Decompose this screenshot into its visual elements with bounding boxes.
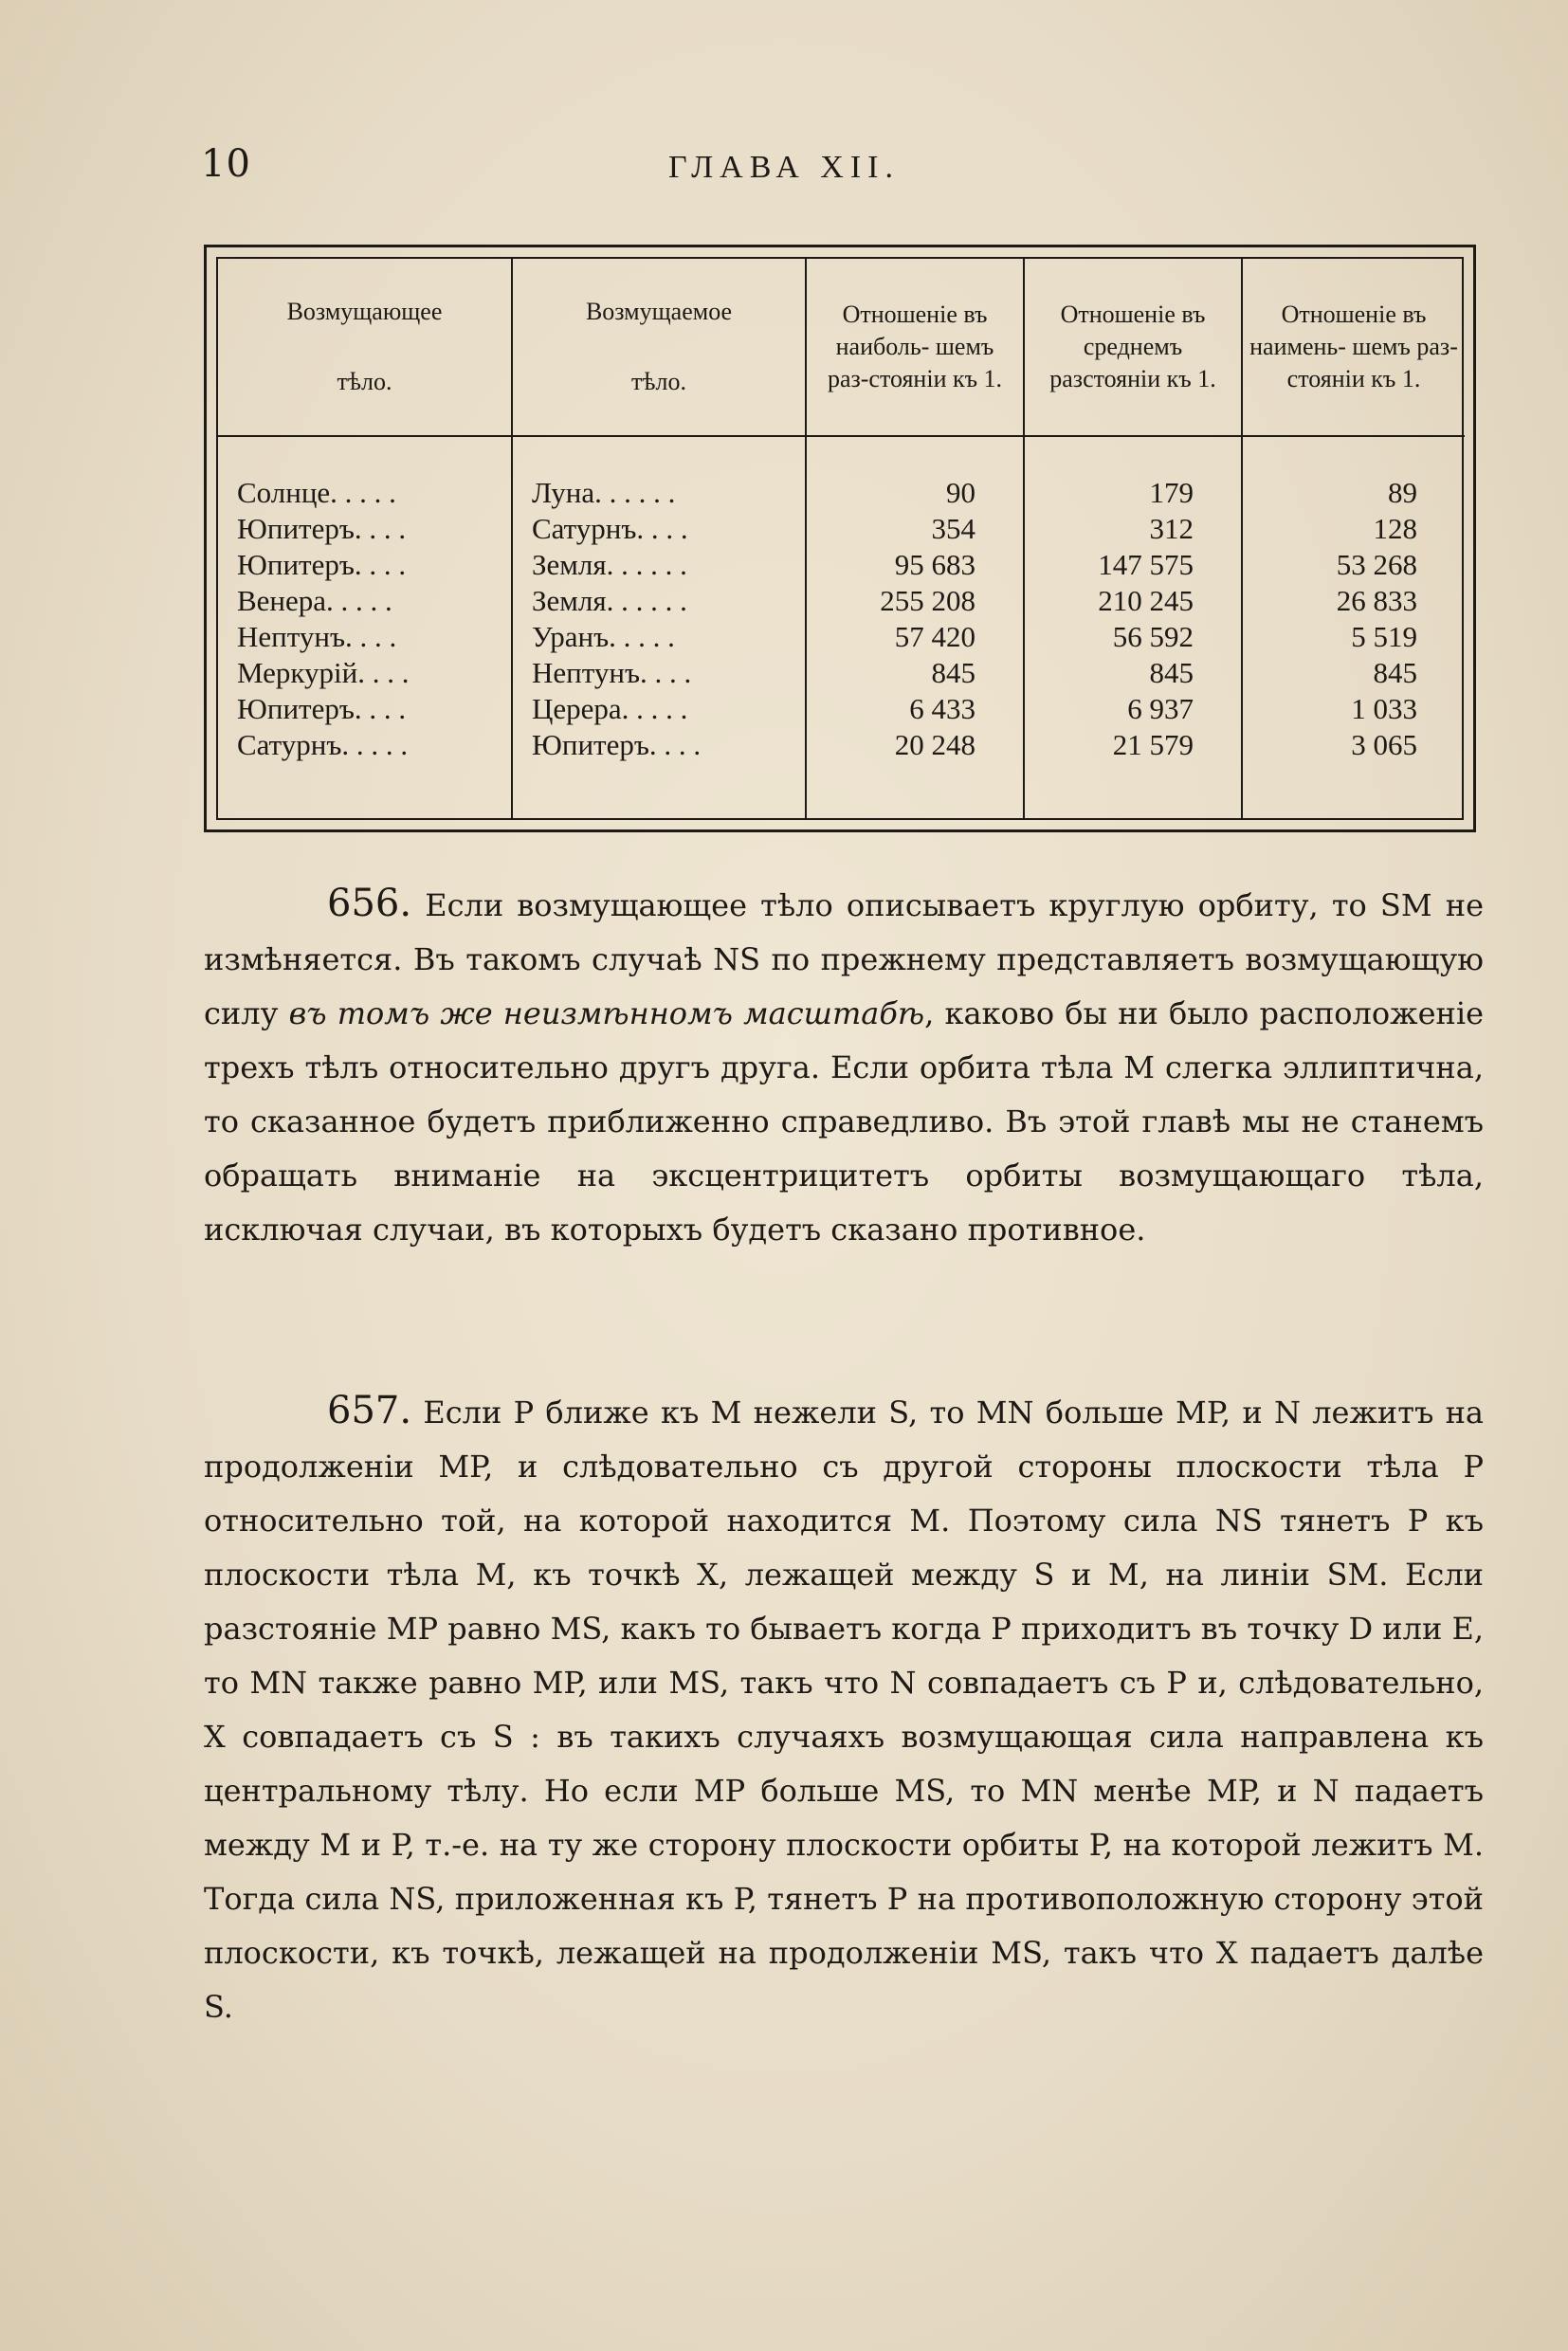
column-greatest-distance xyxy=(806,436,1024,818)
column-least-distance xyxy=(1242,436,1465,818)
table-cell: Сатурнъ. . . . . xyxy=(237,728,409,761)
table-header-row xyxy=(218,259,1465,436)
table-cell: Солнце. . . . . xyxy=(237,476,396,509)
table-cell: 21 579 xyxy=(1112,728,1194,761)
table-cell: 179 xyxy=(1149,476,1194,509)
table-cell: Земля. . . . . . xyxy=(532,584,687,617)
table-cell: Земля. . . . . . xyxy=(532,548,687,581)
table-cell: 90 xyxy=(946,476,975,509)
table-body xyxy=(218,436,1465,818)
table-cell: 845 xyxy=(1373,656,1417,689)
header-ratio-least-distance: Отношеніе въ наимень- шемъ раз-стояніи къ 1. xyxy=(1242,259,1465,436)
table-cell: Венера. . . . . xyxy=(237,584,392,617)
table-cell: Юпитеръ. . . . xyxy=(237,548,407,581)
perturbation-ratio-table xyxy=(204,245,1476,832)
column-mean-distance xyxy=(1024,436,1242,818)
table-cell: 147 575 xyxy=(1098,548,1194,581)
header-perturbed-body: Возмущаемое тѣло. xyxy=(512,259,806,436)
paragraph-italic-text: въ томъ же неизмѣнномъ масштабѣ xyxy=(288,995,925,1031)
table-cell: 845 xyxy=(1149,656,1194,689)
table-cell: 6 433 xyxy=(909,692,975,725)
paragraph-657 xyxy=(204,1384,1484,2034)
paragraph-text: Если возмущающее тѣло описываетъ круглую орбиту, то SM не измѣняется. Въ такомъ случаѣ NS по прежнему представляетъ возмущающую силу xyxy=(204,887,1485,1031)
table-cell: Юпитеръ. . . . xyxy=(237,692,407,725)
table-cell: 5 519 xyxy=(1351,620,1417,653)
table-cell: 1 033 xyxy=(1351,692,1417,725)
paragraph-text: , каково бы ни было расположеніе трехъ тѣлъ относительно другъ друга. Если орбита тѣла M слегка эллиптична, то сказанное будетъ приближенно справедливо. Въ этой главѣ мы не станемъ обращать вниманіе на эксцентрицитетъ орбиты возмущающаго тѣла, исключая случаи, въ которыхъ будетъ сказано противное. xyxy=(204,995,1485,1248)
table-cell: 354 xyxy=(931,512,975,545)
table-cell: Юпитеръ. . . . xyxy=(237,512,407,545)
table-cell: Нептунъ. . . . xyxy=(532,656,692,689)
header-ratio-mean-distance: Отношеніе въ среднемъ разстояніи къ 1. xyxy=(1024,259,1242,436)
table-cell: 6 937 xyxy=(1127,692,1194,725)
header-ratio-greatest-distance: Отношеніе въ наиболь- шемъ раз-стояніи къ 1. xyxy=(806,259,1024,436)
paragraph-text: Если P ближе къ M нежели S, то MN больше MP, и N лежитъ на продолженіи MP, и слѣдовательно съ другой стороны плоскости тѣла P относительно той, на которой находится M. Поэтому сила NS тянетъ P къ плоскости тѣла M, къ точкѣ X, лежащей между S и M, на линіи SM. Если разстояніе MP равно MS, какъ то бываетъ когда P приходитъ въ точку D или E, то MN также равно MP, или MS, такъ что N совпадаетъ съ P и, слѣдовательно, X совпадаетъ съ S : въ такихъ случаяхъ возмущающая сила направлена къ центральному тѣлу. Но если MP больше MS, то MN менѣе MP, и N падаетъ между M и P, т.-е. на ту же сторону плоскости орбиты P, на которой лежитъ M. Тогда сила NS, приложенная къ P, тянетъ P на противоположную сторону этой плоскости, къ точкѣ, лежащей на продолженіи MS, такъ что X падаетъ далѣе S. xyxy=(204,1394,1485,2025)
table-cell: 255 208 xyxy=(880,584,975,617)
table-cell: 95 683 xyxy=(894,548,975,581)
paragraph-656 xyxy=(204,877,1484,1257)
table-cell: 210 245 xyxy=(1098,584,1194,617)
table-cell: 20 248 xyxy=(894,728,975,761)
table-cell: Сатурнъ. . . . xyxy=(532,512,688,545)
table-cell: Уранъ. . . . . xyxy=(532,620,675,653)
table-cell: 26 833 xyxy=(1336,584,1417,617)
table-cell: Луна. . . . . . xyxy=(532,476,676,509)
paragraph-number: 657. xyxy=(327,1389,412,1432)
table-cell: Меркурій. . . . xyxy=(237,656,410,689)
table-cell: 89 xyxy=(1388,476,1417,509)
table-cell: 56 592 xyxy=(1112,620,1194,653)
page-number: 10 xyxy=(201,142,251,186)
header-perturbing-body: Возмущающее тѣло. xyxy=(218,259,512,436)
table-cell: 312 xyxy=(1149,512,1194,545)
table-cell: 57 420 xyxy=(894,620,975,653)
table-cell: 845 xyxy=(931,656,975,689)
table-cell: Юпитеръ. . . . xyxy=(532,728,702,761)
column-perturbed-bodies xyxy=(512,436,806,818)
chapter-heading: ГЛАВА XII. xyxy=(667,150,900,185)
table-cell: Церера. . . . . xyxy=(532,692,688,725)
table-cell: Нептунъ. . . . xyxy=(237,620,397,653)
table-cell: 3 065 xyxy=(1351,728,1417,761)
table-cell: 53 268 xyxy=(1336,548,1417,581)
column-perturbing-bodies xyxy=(218,436,512,818)
table-cell: 128 xyxy=(1373,512,1417,545)
paragraph-number: 656. xyxy=(327,882,412,925)
